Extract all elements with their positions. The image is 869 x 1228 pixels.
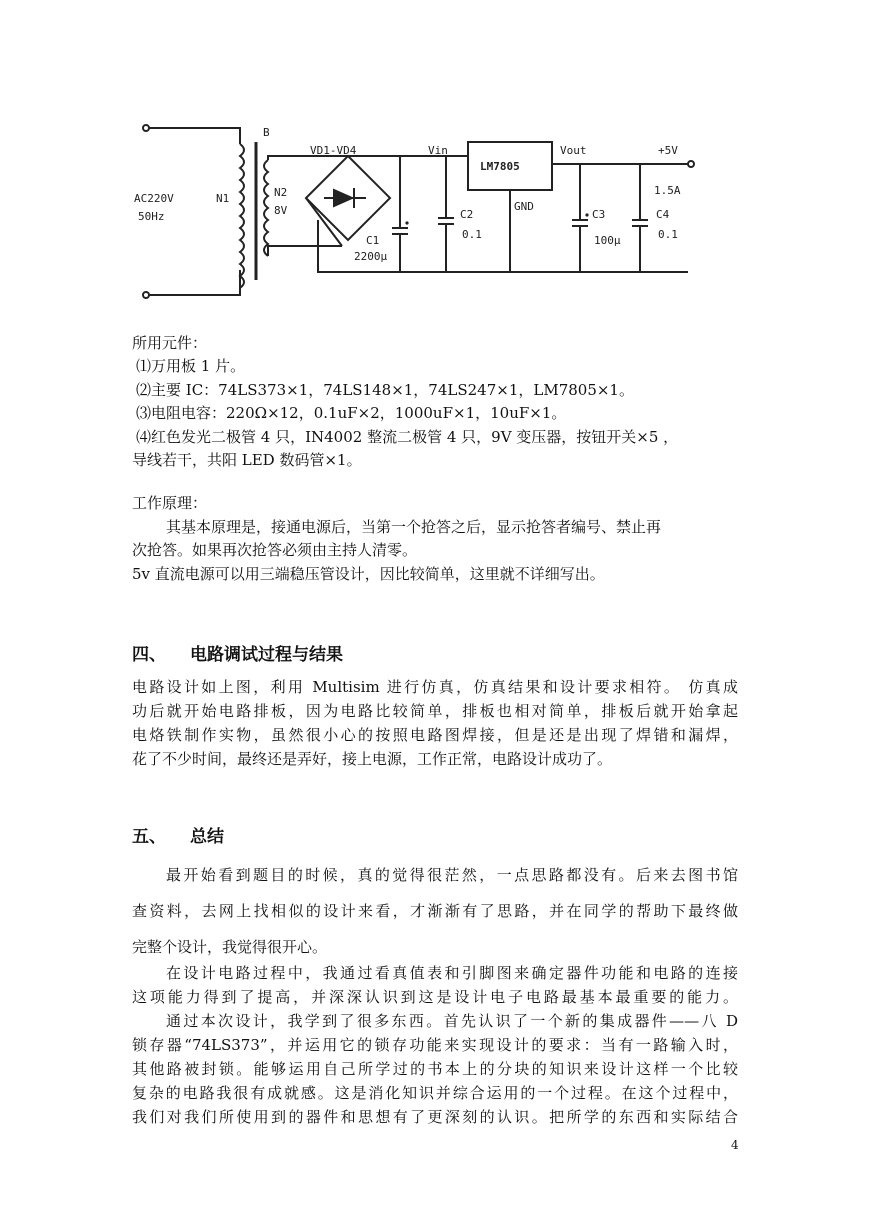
label-vout: Vout [560, 144, 587, 157]
summary-line: 完整个设计，我觉得很开心。 [132, 938, 328, 956]
section-5-title: 总结 [190, 827, 224, 847]
principle-heading: 工作原理： [132, 494, 208, 512]
principle-line: 其基本原理是，接通电源后，当第一个抢答之后，显示抢答者编号、禁止再 [166, 518, 662, 536]
section-4-heading [132, 640, 343, 665]
label-bridge: VD1-VD4 [310, 144, 357, 157]
label-c4: C4 [656, 208, 670, 221]
page-number: 4 [731, 1138, 739, 1152]
label-c2-value: 0.1 [462, 228, 482, 241]
label-c3: C3 [592, 208, 606, 221]
component-item: ⑶电阻电容：220Ω×12，0.1uF×2，1000uF×1，10uF×1。 [136, 404, 567, 422]
section-4-line: 功后就开始电路排板，因为电路比较简单，排板也相对简单，排板后就开始拿起 [132, 702, 738, 720]
components-heading: 所用元件： [132, 334, 208, 352]
label-regulator: LM7805 [480, 160, 520, 173]
principle-line: 次抢答。如果再次抢答必须由主持人清零。 [132, 541, 418, 559]
section-4-line: 花了不少时间，最终还是弄好，接上电源，工作正常，电路设计成功了。 [132, 750, 613, 768]
summary-line: 在设计电路过程中，我通过看真值表和引脚图来确定器件功能和电路的连接 [166, 964, 738, 982]
component-item: ⑷红色发光二极管 4 只，IN4002 整流二极管 4 只，9V 变压器，按钮开关×5 ， [136, 428, 679, 446]
label-output: +5V [658, 144, 678, 157]
label-gnd: GND [514, 200, 534, 213]
summary-line: 我们对我们所使用到的器件和思想有了更深刻的认识。把所学的东西和实际结合 [132, 1108, 738, 1126]
summary-line: 其他路被封锁。能够运用自己所学过的书本上的分块的知识来设计这样一个比较 [132, 1060, 738, 1078]
label-c4-value: 0.1 [658, 228, 678, 241]
summary-line: 查资料，去网上找相似的设计来看，才渐渐有了思路，并在同学的帮助下最终做 [132, 902, 738, 920]
label-secondary: N2 [274, 186, 288, 199]
label-frequency: 50Hz [138, 210, 165, 223]
section-4-title: 电路调试过程与结果 [190, 645, 343, 665]
section-4-line: 电烙铁制作实物，虽然很小心的按照电路图焊接，但是还是出现了焊错和漏焊， [132, 726, 738, 744]
section-4-number: 四、 [132, 645, 166, 665]
label-c1: C1 [366, 234, 380, 247]
label-source: AC220V [134, 192, 174, 205]
summary-line: 这项能力得到了提高，并深深认识到这是设计电子电路最基本最重要的能力。 [132, 988, 738, 1006]
principle-line: 5v 直流电源可以用三端稳压管设计，因比较简单，这里就不详细写出。 [132, 565, 605, 583]
label-secondary-voltage: 8V [274, 204, 288, 217]
power-supply-circuit-diagram [128, 120, 708, 312]
label-vin: Vin [428, 144, 448, 157]
section-5-heading [132, 822, 224, 847]
component-item: 导线若干，共阳 LED 数码管×1。 [132, 451, 362, 469]
section-4-line: 电路设计如上图，利用 Multisim 进行仿真，仿真结果和设计要求相符。 仿真成 [132, 678, 738, 696]
section-5-number: 五、 [132, 827, 166, 847]
summary-line: 锁存器“74LS373”，并运用它的锁存功能来实现设计的要求：当有一路输入时， [132, 1036, 738, 1054]
summary-line: 最开始看到题目的时候，真的觉得很茫然，一点思路都没有。后来去图书馆 [166, 866, 738, 884]
summary-line: 复杂的电路我很有成就感。这是消化知识并综合运用的一个过程。在这个过程中， [132, 1084, 738, 1102]
label-c2: C2 [460, 208, 474, 221]
label-c1-value: 2200μ [354, 250, 388, 263]
component-item: ⑴万用板 1 片。 [136, 357, 246, 375]
component-item: ⑵主要 IC：74LS373×1，74LS148×1，74LS247×1，LM7805×1。 [136, 381, 634, 399]
label-current: 1.5A [654, 184, 681, 197]
label-primary: N1 [216, 192, 230, 205]
label-c3-value: 100μ [594, 234, 621, 247]
label-transformer: B [263, 126, 270, 139]
summary-line: 通过本次设计，我学到了很多东西。首先认识了一个新的集成器件——八 D [166, 1012, 738, 1030]
